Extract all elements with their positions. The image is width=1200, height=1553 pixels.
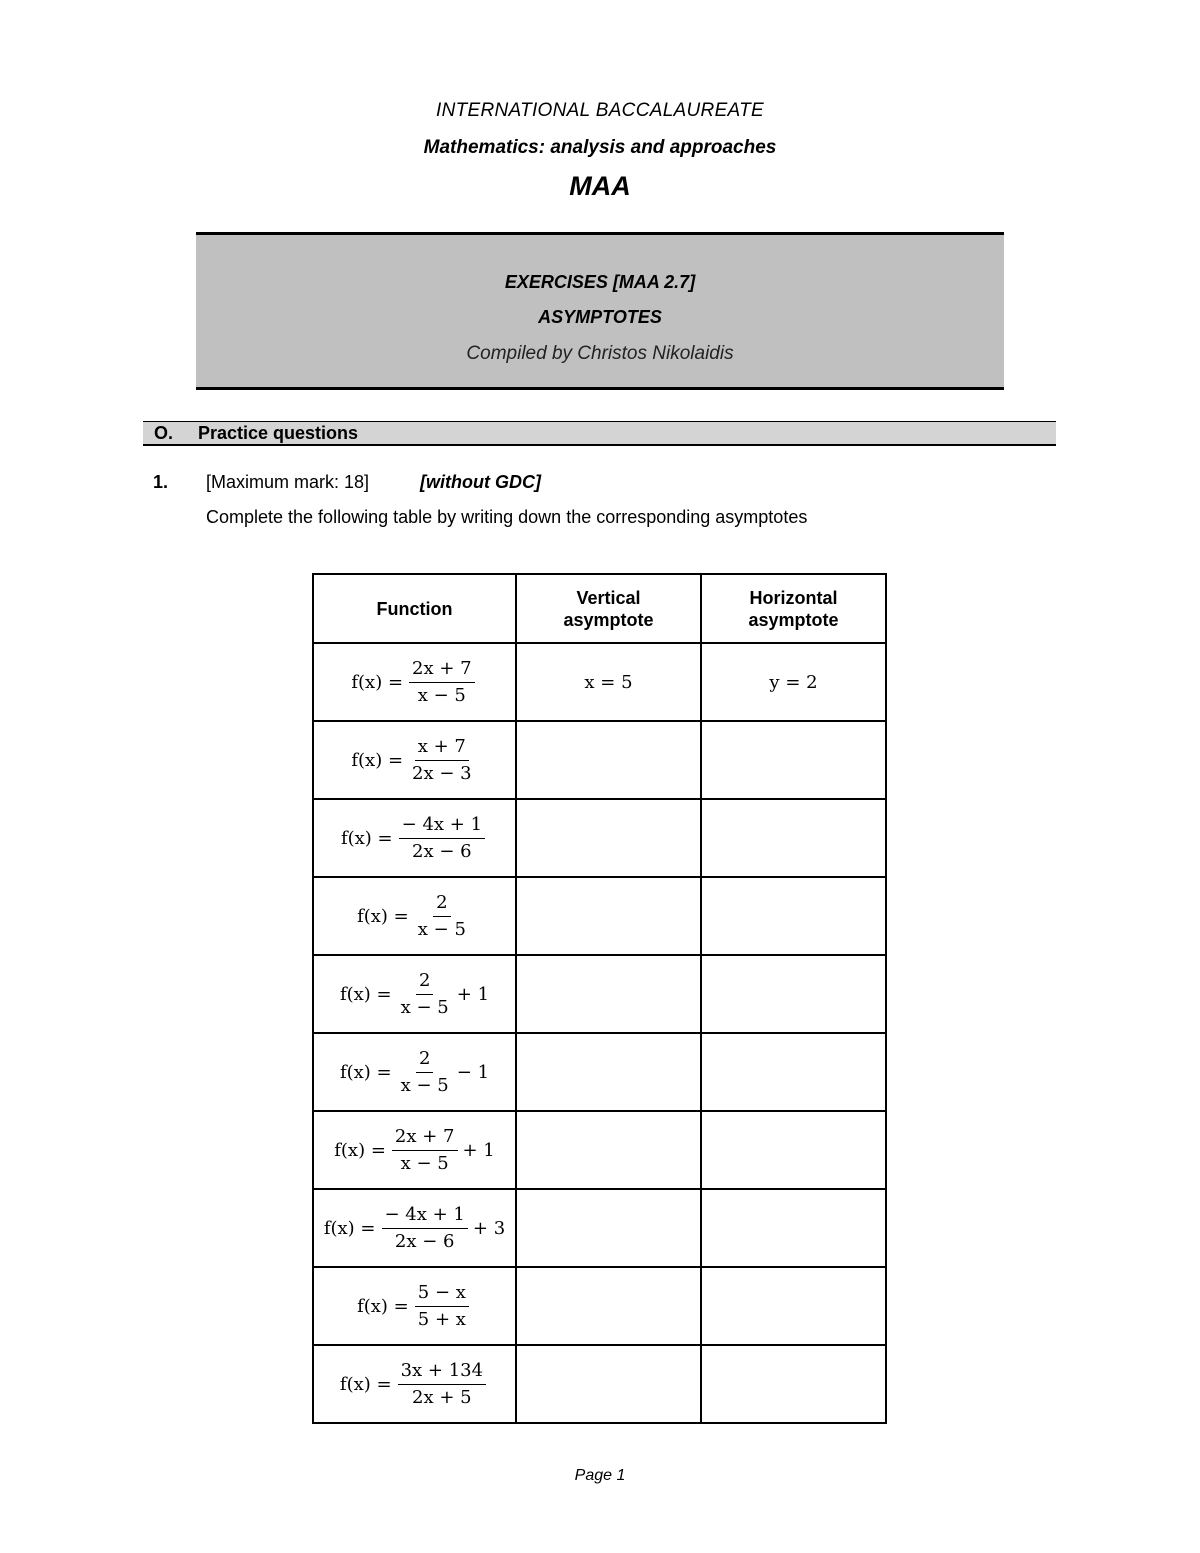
function-cell: [313, 1033, 516, 1111]
function-lhs: f(x) =: [351, 671, 404, 693]
table-row: [313, 1189, 886, 1267]
fraction-numerator: 2x + 7: [392, 1127, 458, 1151]
fraction-denominator: 2x + 5: [412, 1386, 472, 1408]
fraction-numerator: 2x + 7: [409, 659, 475, 683]
page-number: Page 1: [574, 1467, 626, 1484]
table-row: [313, 955, 886, 1033]
horizontal-asymptote-cell[interactable]: [701, 1267, 886, 1345]
table-row: [313, 721, 886, 799]
fraction-denominator: x − 5: [400, 1152, 449, 1174]
fraction-numerator: x + 7: [415, 737, 469, 761]
vertical-asymptote-cell[interactable]: [516, 1267, 701, 1345]
fraction: [399, 815, 485, 862]
table-row: [313, 1033, 886, 1111]
table-row: [313, 799, 886, 877]
function-expression: [334, 1127, 495, 1174]
vertical-asymptote-cell[interactable]: [516, 1033, 701, 1111]
section-heading: [143, 421, 1056, 446]
fraction: [409, 737, 475, 784]
function-cell: [313, 955, 516, 1033]
fraction-numerator: 3x + 134: [398, 1361, 487, 1385]
table-row: [313, 877, 886, 955]
horizontal-asymptote-cell[interactable]: [701, 1033, 886, 1111]
fraction: [398, 1049, 452, 1096]
vertical-asymptote-cell[interactable]: [516, 1111, 701, 1189]
vertical-asymptote-cell[interactable]: [516, 799, 701, 877]
header-org: INTERNATIONAL BACCALAUREATE: [435, 100, 764, 121]
function-expression: [351, 737, 477, 784]
table-row: [313, 1267, 886, 1345]
fraction-numerator: 5 − x: [415, 1283, 469, 1307]
function-lhs: f(x) =: [339, 1061, 392, 1083]
fraction-denominator: x − 5: [417, 918, 466, 940]
function-lhs: f(x) =: [339, 983, 392, 1005]
fraction-numerator: 2: [416, 971, 433, 995]
function-expression: [357, 893, 472, 940]
function-lhs: f(x) =: [339, 1373, 392, 1395]
function-lhs: f(x) =: [351, 749, 404, 771]
question-marks: [Maximum mark: 18]: [206, 472, 370, 492]
vertical-asymptote-value: x = 5: [584, 671, 633, 693]
horizontal-asymptote-cell[interactable]: [701, 877, 886, 955]
section-number: O.: [154, 423, 174, 443]
title-banner: [196, 232, 1004, 390]
header-horizontal: Horizontal asymptote: [701, 574, 886, 643]
function-cell: [313, 721, 516, 799]
fraction-denominator: x − 5: [417, 684, 466, 706]
header-course: Mathematics: analysis and approaches: [423, 137, 777, 158]
fraction: [392, 1127, 458, 1174]
question-number: 1.: [153, 472, 169, 492]
fraction-denominator: x − 5: [400, 1074, 449, 1096]
function-constant: + 1: [462, 1139, 495, 1161]
table-row: [313, 1345, 886, 1423]
horizontal-asymptote-cell[interactable]: [701, 955, 886, 1033]
vertical-asymptote-cell[interactable]: [516, 877, 701, 955]
question-instruction: Complete the following table by writing down the corresponding asymptotes: [206, 507, 808, 527]
function-lhs: f(x) =: [334, 1139, 386, 1161]
function-constant: + 1: [456, 983, 490, 1005]
function-expression: [340, 1049, 489, 1096]
function-cell: [313, 877, 516, 955]
vertical-asymptote-cell[interactable]: [516, 1189, 701, 1267]
fraction: [382, 1205, 468, 1252]
vertical-asymptote-cell[interactable]: [516, 1345, 701, 1423]
fraction-denominator: 2x − 3: [412, 762, 472, 784]
horizontal-asymptote-cell[interactable]: [701, 1345, 886, 1423]
fraction-numerator: − 4x + 1: [382, 1205, 468, 1229]
horizontal-asymptote-cell[interactable]: [701, 1189, 886, 1267]
function-cell: [313, 799, 516, 877]
topic-title: ASYMPTOTES: [538, 307, 662, 327]
fraction: [398, 971, 452, 1018]
fraction: [398, 1361, 487, 1408]
function-cell: [313, 1345, 516, 1423]
fraction-denominator: 5 + x: [417, 1308, 466, 1330]
header-function: Function: [313, 574, 516, 643]
function-cell: [313, 1267, 516, 1345]
function-constant: + 3: [472, 1217, 506, 1239]
horizontal-asymptote-cell[interactable]: [701, 799, 886, 877]
section-title: Practice questions: [198, 423, 359, 443]
function-expression: [351, 659, 477, 706]
question-gdc-note: [without GDC]: [420, 472, 541, 492]
fraction: [409, 659, 475, 706]
fraction-numerator: 2: [433, 893, 450, 917]
fraction: [415, 893, 469, 940]
header-vertical: Vertical asymptote: [516, 574, 701, 643]
function-lhs: f(x) =: [323, 1217, 376, 1239]
vertical-asymptote-cell[interactable]: [516, 643, 701, 721]
horizontal-asymptote-value: y = 2: [769, 671, 818, 693]
function-lhs: f(x) =: [357, 1295, 409, 1317]
fraction-numerator: − 4x + 1: [399, 815, 485, 839]
fraction-numerator: 2: [416, 1049, 433, 1073]
asymptotes-table: [312, 573, 887, 1424]
function-expression: [324, 1205, 505, 1252]
horizontal-asymptote-cell[interactable]: [701, 643, 886, 721]
function-cell: [313, 643, 516, 721]
fraction: [415, 1283, 469, 1330]
table-row: [313, 1111, 886, 1189]
fraction-denominator: 2x − 6: [412, 840, 472, 862]
exercises-title: EXERCISES [MAA 2.7]: [504, 272, 696, 292]
function-cell: [313, 1111, 516, 1189]
horizontal-asymptote-cell[interactable]: [701, 1111, 886, 1189]
function-lhs: f(x) =: [340, 827, 393, 849]
fraction-denominator: 2x − 6: [394, 1230, 455, 1252]
fraction-denominator: x − 5: [400, 996, 449, 1018]
table-row: [313, 643, 886, 721]
vertical-asymptote-cell[interactable]: [516, 721, 701, 799]
author-line: Compiled by Christos Nikolaidis: [466, 343, 734, 364]
function-lhs: f(x) =: [357, 905, 409, 927]
header-code: MAA: [569, 171, 631, 201]
function-expression: [357, 1283, 472, 1330]
vertical-asymptote-cell[interactable]: [516, 955, 701, 1033]
horizontal-asymptote-cell[interactable]: [701, 721, 886, 799]
table-header-row: [313, 574, 886, 643]
function-cell: [313, 1189, 516, 1267]
function-expression: [340, 1361, 489, 1408]
function-expression: [340, 971, 489, 1018]
function-constant: − 1: [456, 1061, 490, 1083]
function-expression: [341, 815, 488, 862]
